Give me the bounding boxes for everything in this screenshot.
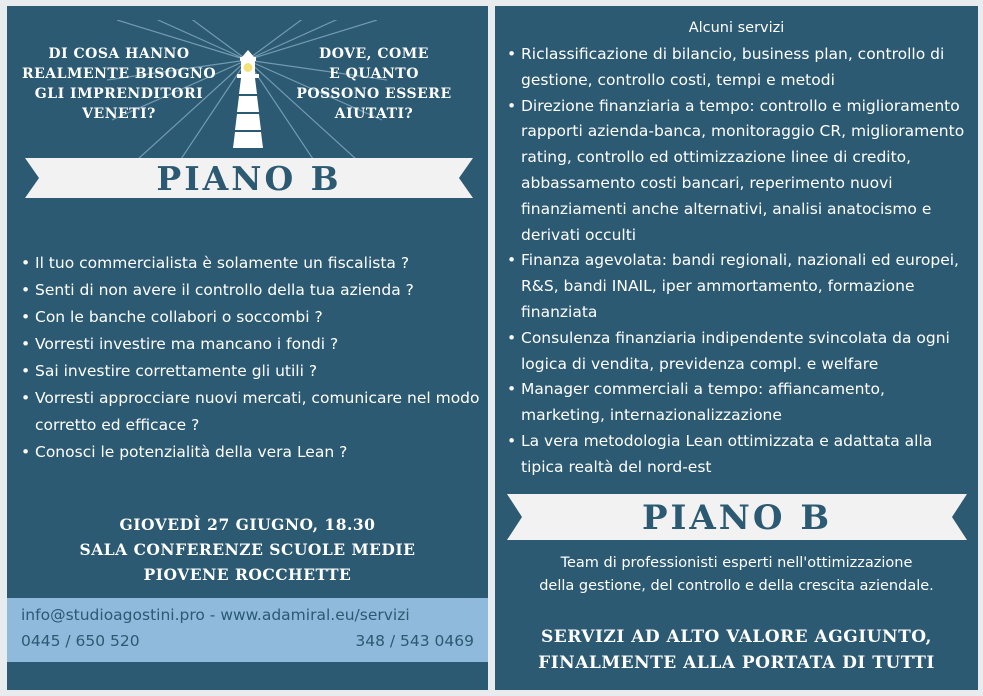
list-item: • Con le banche collabori o soccombi ?	[21, 304, 483, 331]
flyer-title: PIANO B	[641, 498, 833, 538]
list-item: • Finanza agevolata: bandi regionali, nazionali ed europei, R&S, bandi INAIL, iper ammortamento, formazione finanziata	[507, 248, 969, 325]
list-item: • Il tuo commercialista è solamente un fiscalista ?	[21, 250, 483, 277]
event-info	[7, 512, 488, 587]
list-item: • Vorresti approcciare nuovi mercati, comunicare nel modo corretto ed efficace ?	[21, 385, 483, 439]
event-date: GIOVEDÌ 27 GIUGNO, 18.30	[119, 515, 376, 534]
contact-bar	[7, 598, 488, 662]
list-item: • Sai investire correttamente gli utili ?	[21, 358, 483, 385]
flyer-title: PIANO B	[156, 159, 342, 198]
list-item: • Manager commerciali a tempo: affiancamento, marketing, internazionalizzazione	[507, 377, 969, 429]
list-item: • Consulenza finanziaria indipendente svincolata da ogni logica di vendita, previdenza compl. e welfare	[507, 326, 969, 378]
event-town: PIOVENE ROCCHETTE	[143, 565, 352, 584]
list-item: • La vera metodologia Lean ottimizzata e adattata alla tipica realtà del nord-est	[507, 429, 969, 481]
title-ribbon-right	[507, 494, 967, 540]
services-list	[507, 42, 969, 481]
team-description: Team di professionisti esperti nell'ottimizzazione della gestione, del controllo e della crescita aziendale.	[539, 555, 934, 594]
list-item: • Riclassificazione di bilancio, business plan, controllo di gestione, controllo costi, tempi e metodi	[507, 42, 969, 94]
contact-email-site[interactable]: info@studioagostini.pro - www.adamiral.eu/servizi	[21, 606, 410, 624]
list-item: • Vorresti investire ma mancano i fondi ?	[21, 331, 483, 358]
contact-phone-office[interactable]: 0445 / 650 520	[21, 632, 140, 650]
question-list	[21, 250, 483, 466]
question-left: DI COSA HANNO REALMENTE BISOGNO GLI IMPRENDITORI VENETI?	[21, 46, 217, 122]
value-tagline: SERVIZI AD ALTO VALORE AGGIUNTO, FINALMENTE ALLA PORTATA DI TUTTI	[538, 627, 935, 673]
left-flyer	[7, 6, 488, 690]
event-venue: SALA CONFERENZE SCUOLE MEDIE	[79, 540, 416, 559]
list-item: • Direzione finanziaria a tempo: controllo e miglioramento rapporti azienda-banca, monitoraggio CR, miglioramento rating, controllo ed ottimizzazione linee di credito, abbassamento costi bancari, reperimento nuovi finanziamenti anche alternativi, analisi anatocismo e derivati occulti	[507, 94, 969, 249]
contact-phone-mobile[interactable]: 348 / 543 0469	[355, 632, 474, 650]
list-item: • Conosci le potenzialità della vera Lean ?	[21, 439, 483, 466]
list-item: • Senti di non avere il controllo della tua azienda ?	[21, 277, 483, 304]
services-heading: Alcuni servizi	[688, 20, 785, 36]
title-ribbon-left	[25, 158, 473, 198]
lighthouse-icon	[223, 44, 273, 154]
right-flyer	[495, 6, 978, 690]
question-right: DOVE, COME E QUANTO POSSONO ESSERE AIUTATI?	[296, 46, 452, 122]
